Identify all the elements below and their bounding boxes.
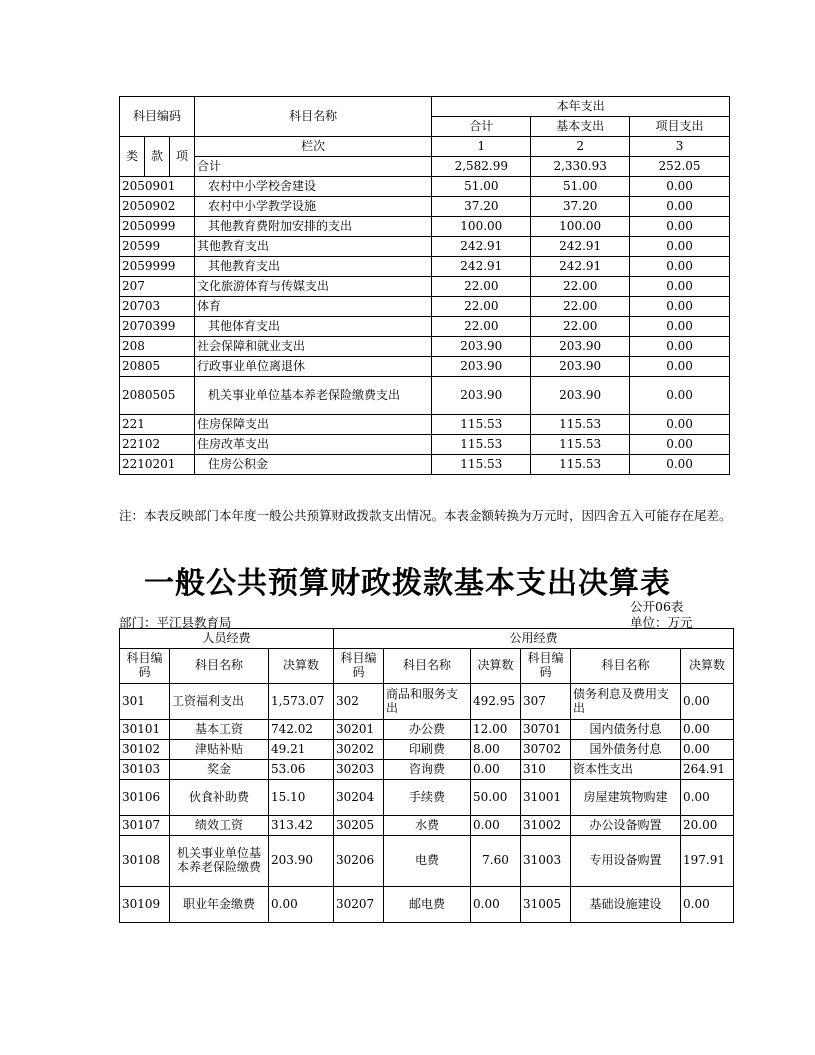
row-basic: 242.91 (531, 237, 630, 257)
public-name: 办公设备购置 (571, 816, 681, 836)
personnel-code: 30108 (120, 836, 170, 887)
public-name: 电费 (384, 836, 471, 887)
row-code: 20599 (120, 237, 195, 257)
table-row (120, 257, 730, 277)
personnel-amount: 49.21 (269, 740, 334, 760)
row-code: 2050999 (120, 217, 195, 237)
page-title: 一般公共预算财政拨款基本支出决算表 (144, 566, 671, 601)
public-name: 印刷费 (384, 740, 471, 760)
row-name: 农村中小学校舍建设 (194, 177, 431, 197)
header-code: 科目编码 (120, 97, 195, 137)
personnel-amount: 742.02 (269, 720, 334, 740)
public-amount: 0.00 (681, 780, 734, 816)
public-amount: 197.91 (681, 836, 734, 887)
table-row (120, 887, 734, 923)
personnel-name: 绩效工资 (170, 816, 269, 836)
public-amount: 492.95 (471, 684, 521, 720)
header-num-2: 2 (531, 137, 630, 157)
header-amount: 决算数 (269, 649, 334, 684)
personnel-code: 30102 (120, 740, 170, 760)
personnel-code: 30106 (120, 780, 170, 816)
personnel-name: 奖金 (170, 760, 269, 780)
table-row (120, 415, 730, 435)
public-amount: 0.00 (471, 760, 521, 780)
row-code: 208 (120, 337, 195, 357)
personnel-code: 30109 (120, 887, 170, 923)
header-name: 科目名称 (571, 649, 681, 684)
public-code: 30205 (334, 816, 384, 836)
personnel-amount: 203.90 (269, 836, 334, 887)
public-name: 专用设备购置 (571, 836, 681, 887)
personnel-code: 30107 (120, 816, 170, 836)
row-basic: 100.00 (531, 217, 630, 237)
total-basic: 2,330.93 (531, 157, 630, 177)
row-total: 100.00 (432, 217, 531, 237)
row-name: 行政事业单位离退休 (194, 357, 431, 377)
row-total: 242.91 (432, 257, 531, 277)
table-row (120, 816, 734, 836)
table-row (120, 197, 730, 217)
row-name: 体育 (194, 297, 431, 317)
public-code: 30206 (334, 836, 384, 887)
row-basic: 22.00 (531, 297, 630, 317)
row-name: 机关事业单位基本养老保险缴费支出 (194, 377, 431, 415)
row-name: 住房保障支出 (194, 415, 431, 435)
table-row (120, 377, 730, 415)
table-row (120, 337, 730, 357)
public-code: 30201 (334, 720, 384, 740)
header-code: 科目编码 (521, 649, 571, 684)
basic-expenditure-table (119, 628, 734, 923)
row-name: 住房公积金 (194, 455, 431, 475)
row-name: 住房改革支出 (194, 435, 431, 455)
public-name: 咨询费 (384, 760, 471, 780)
header-total: 合计 (432, 117, 531, 137)
public-amount: 20.00 (681, 816, 734, 836)
personnel-amount: 313.42 (269, 816, 334, 836)
public-name: 手续费 (384, 780, 471, 816)
header-num-1: 1 (432, 137, 531, 157)
row-total: 115.53 (432, 415, 531, 435)
public-amount: 0.00 (681, 887, 734, 923)
row-code: 2050902 (120, 197, 195, 217)
header-name: 科目名称 (194, 97, 431, 137)
public-name: 国外债务付息 (571, 740, 681, 760)
header-code: 科目编码 (120, 649, 170, 684)
row-project: 0.00 (630, 257, 730, 277)
row-project: 0.00 (630, 297, 730, 317)
public-amount: 12.00 (471, 720, 521, 740)
public-name: 办公费 (384, 720, 471, 740)
header-project: 项目支出 (630, 117, 730, 137)
row-name: 社会保障和就业支出 (194, 337, 431, 357)
header-code: 科目编码 (334, 649, 384, 684)
header-num-3: 3 (630, 137, 730, 157)
public-name: 基础设施建设 (571, 887, 681, 923)
table-row (120, 720, 734, 740)
personnel-code: 30103 (120, 760, 170, 780)
row-project: 0.00 (630, 415, 730, 435)
row-code: 207 (120, 277, 195, 297)
personnel-amount: 53.06 (269, 760, 334, 780)
header-xiang: 项 (169, 137, 194, 177)
table-row (120, 760, 734, 780)
public-amount: 0.00 (471, 887, 521, 923)
row-project: 0.00 (630, 197, 730, 217)
department-label: 部门：平江县教育局 (119, 615, 232, 630)
public-amount: 0.00 (681, 720, 734, 740)
personnel-name: 基本工资 (170, 720, 269, 740)
row-total: 203.90 (432, 357, 531, 377)
public-name: 国内债务付息 (571, 720, 681, 740)
public-code: 30701 (521, 720, 571, 740)
table-note: 注：本表反映部门本年度一般公共预算财政拨款支出情况。本表金额转换为万元时，因四舍五入可能存在尾差。 (119, 508, 732, 523)
public-amount: 0.00 (681, 740, 734, 760)
table-row (120, 684, 734, 720)
public-amount: 264.91 (681, 760, 734, 780)
public-code: 31001 (521, 780, 571, 816)
row-code: 221 (120, 415, 195, 435)
table-row (120, 297, 730, 317)
table-row (120, 317, 730, 337)
public-name: 水费 (384, 816, 471, 836)
row-total: 115.53 (432, 435, 531, 455)
row-code: 22102 (120, 435, 195, 455)
public-name: 资本性支出 (571, 760, 681, 780)
header-public: 公用经费 (334, 629, 734, 649)
public-code: 31003 (521, 836, 571, 887)
public-code: 31005 (521, 887, 571, 923)
row-total: 22.00 (432, 317, 531, 337)
row-basic: 51.00 (531, 177, 630, 197)
total-row (120, 157, 730, 177)
header-group: 本年支出 (432, 97, 730, 117)
public-code: 30204 (334, 780, 384, 816)
header-name: 科目名称 (384, 649, 471, 684)
table-row (120, 237, 730, 257)
table-row (120, 177, 730, 197)
row-basic: 115.53 (531, 455, 630, 475)
table-row (120, 357, 730, 377)
public-amount: 7.60 (471, 836, 521, 887)
table-row (120, 277, 730, 297)
row-name: 文化旅游体育与传媒支出 (194, 277, 431, 297)
row-basic: 203.90 (531, 337, 630, 357)
row-code: 2059999 (120, 257, 195, 277)
header-amount: 决算数 (471, 649, 521, 684)
row-code: 2080505 (120, 377, 195, 415)
table-row (120, 740, 734, 760)
row-basic: 22.00 (531, 277, 630, 297)
row-project: 0.00 (630, 377, 730, 415)
row-basic: 203.90 (531, 357, 630, 377)
public-code: 310 (521, 760, 571, 780)
table-number: 公开06表 (630, 599, 684, 614)
personnel-name: 机关事业单位基本养老保险缴费 (170, 836, 269, 887)
row-code: 2210201 (120, 455, 195, 475)
row-basic: 115.53 (531, 415, 630, 435)
personnel-amount: 1,573.07 (269, 684, 334, 720)
row-project: 0.00 (630, 435, 730, 455)
personnel-code: 301 (120, 684, 170, 720)
public-code: 30203 (334, 760, 384, 780)
row-code: 2070399 (120, 317, 195, 337)
public-code: 30202 (334, 740, 384, 760)
personnel-amount: 15.10 (269, 780, 334, 816)
public-code: 31002 (521, 816, 571, 836)
public-code: 30207 (334, 887, 384, 923)
row-basic: 203.90 (531, 377, 630, 415)
row-project: 0.00 (630, 337, 730, 357)
table-row (120, 455, 730, 475)
personnel-name: 职业年金缴费 (170, 887, 269, 923)
row-basic: 37.20 (531, 197, 630, 217)
header-amount: 决算数 (681, 649, 734, 684)
table-row (120, 836, 734, 887)
total-sum: 2,582.99 (432, 157, 531, 177)
public-amount: 0.00 (681, 684, 734, 720)
row-basic: 22.00 (531, 317, 630, 337)
public-code: 30702 (521, 740, 571, 760)
row-code: 20805 (120, 357, 195, 377)
row-total: 37.20 (432, 197, 531, 217)
header-basic: 基本支出 (531, 117, 630, 137)
public-name: 房屋建筑物购建 (571, 780, 681, 816)
row-name: 其他教育支出 (194, 257, 431, 277)
public-name: 商品和服务支出 (384, 684, 471, 720)
unit-label: 单位：万元 (630, 615, 693, 630)
public-amount: 50.00 (471, 780, 521, 816)
header-personnel: 人员经费 (120, 629, 334, 649)
personnel-name: 津贴补贴 (170, 740, 269, 760)
row-basic: 242.91 (531, 257, 630, 277)
public-name: 债务利息及费用支出 (571, 684, 681, 720)
row-name: 其他教育支出 (194, 237, 431, 257)
header-lei: 类 (120, 137, 145, 177)
row-total: 242.91 (432, 237, 531, 257)
public-name: 邮电费 (384, 887, 471, 923)
row-name: 其他体育支出 (194, 317, 431, 337)
row-project: 0.00 (630, 217, 730, 237)
table-row (120, 435, 730, 455)
personnel-code: 30101 (120, 720, 170, 740)
personnel-name: 工资福利支出 (170, 684, 269, 720)
header-name: 科目名称 (170, 649, 269, 684)
row-name: 农村中小学教学设施 (194, 197, 431, 217)
row-basic: 115.53 (531, 435, 630, 455)
public-code: 302 (334, 684, 384, 720)
total-project: 252.05 (630, 157, 730, 177)
public-amount: 8.00 (471, 740, 521, 760)
expenditure-table (119, 96, 730, 475)
row-total: 115.53 (432, 455, 531, 475)
public-amount: 0.00 (471, 816, 521, 836)
row-project: 0.00 (630, 357, 730, 377)
row-project: 0.00 (630, 237, 730, 257)
row-total: 22.00 (432, 297, 531, 317)
row-project: 0.00 (630, 177, 730, 197)
row-project: 0.00 (630, 455, 730, 475)
row-total: 51.00 (432, 177, 531, 197)
row-total: 203.90 (432, 337, 531, 357)
row-project: 0.00 (630, 317, 730, 337)
row-total: 22.00 (432, 277, 531, 297)
public-code: 307 (521, 684, 571, 720)
total-label: 合计 (194, 157, 431, 177)
row-total: 203.90 (432, 377, 531, 415)
table-row (120, 217, 730, 237)
row-name: 其他教育费附加安排的支出 (194, 217, 431, 237)
header-lanci: 栏次 (194, 137, 431, 157)
row-project: 0.00 (630, 277, 730, 297)
table-row (120, 780, 734, 816)
personnel-name: 伙食补助费 (170, 780, 269, 816)
row-code: 20703 (120, 297, 195, 317)
header-kuan: 款 (144, 137, 169, 177)
personnel-amount: 0.00 (269, 887, 334, 923)
row-code: 2050901 (120, 177, 195, 197)
